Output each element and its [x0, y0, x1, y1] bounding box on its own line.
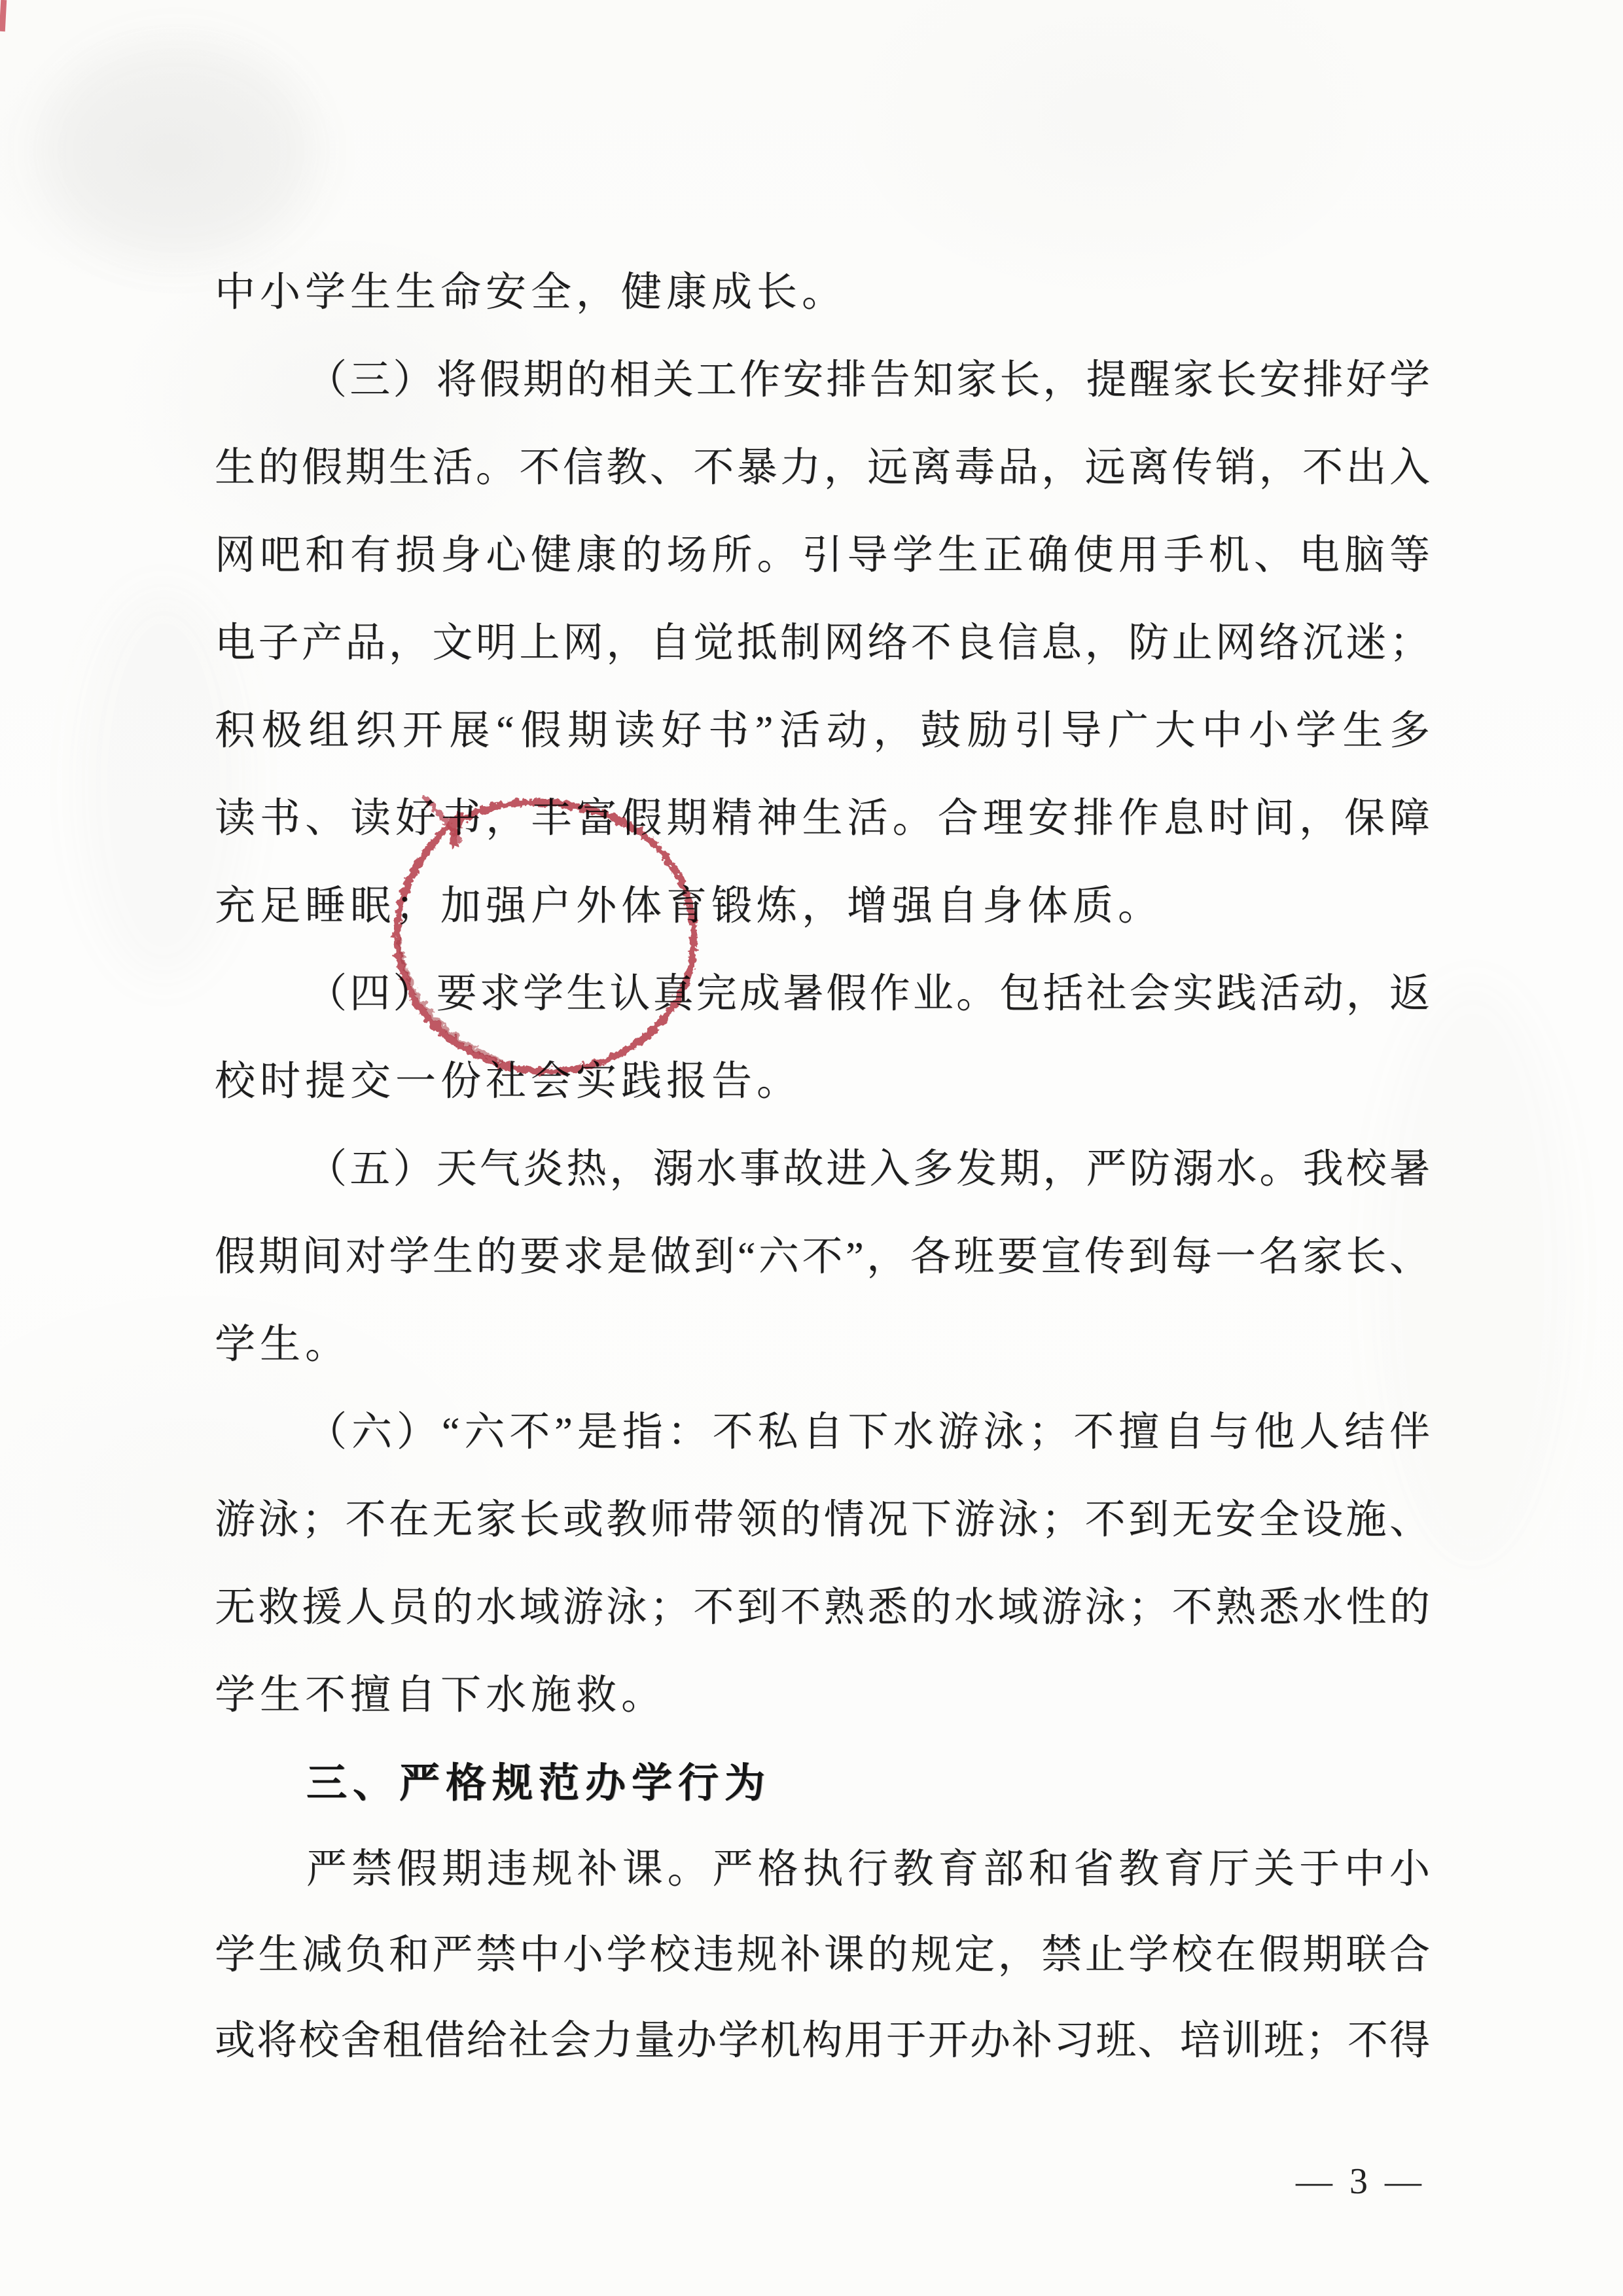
red-corner-ink-mark: [0, 0, 7, 31]
text-line-10: 校时提交一份社会实践报告。: [215, 1059, 802, 1104]
text-line-2: （三）将假期的相关工作安排告知家长，提醒家长安排好学: [306, 358, 1431, 402]
text-line-19: 严禁假期违规补课。严格执行教育部和省教育厅关于中小: [306, 1847, 1431, 1892]
text-line-12: 假期间对学生的要求是做到“六不”，各班要宣传到每一名家长、: [215, 1235, 1431, 1279]
text-line-6: 积极组织开展“假期读好书”活动，鼓励引导广大中小学生多: [215, 709, 1431, 753]
text-line-4: 网吧和有损身心健康的场所。引导学生正确使用手机、电脑等: [215, 533, 1431, 578]
text-line-7: 读书、读好书，丰富假期精神生活。合理安排作息时间，保障: [215, 796, 1431, 841]
text-line-21: 或将校舍租借给社会力量办学机构用于开办补习班、培训班；不得: [215, 2019, 1431, 2063]
text-line-13: 学生。: [215, 1322, 351, 1367]
text-line-20: 学生减负和严禁中小学校违规补课的规定，禁止学校在假期联合: [215, 1933, 1431, 1977]
text-line-8: 充足睡眠；加强户外体育锻炼，增强自身体质。: [215, 884, 1164, 928]
text-line-5: 电子产品，文明上网，自觉抵制网络不良信息，防止网络沉迷；: [215, 621, 1431, 665]
text-line-11: （五）天气炎热，溺水事故进入多发期，严防溺水。我校暑: [306, 1147, 1431, 1192]
text-line-17: 学生不擅自下水施救。: [215, 1673, 667, 1718]
section-heading: 三、严格规范办学行为: [306, 1761, 772, 1806]
text-line-9: （四）要求学生认真完成暑假作业。包括社会实践活动，返: [306, 972, 1431, 1016]
text-line-3: 生的假期生活。不信教、不暴力，远离毒品，远离传销，不出入: [215, 446, 1431, 490]
page-number: — 3 —: [1296, 2161, 1425, 2202]
scan-smudge: [39, 39, 314, 262]
text-line-15: 游泳；不在无家长或教师带领的情况下游泳；不到无安全设施、: [215, 1498, 1431, 1542]
text-line-1: 中小学生生命安全，健康成长。: [215, 270, 847, 315]
text-line-16: 无救援人员的水域游泳；不到不熟悉的水域游泳；不熟悉水性的: [215, 1585, 1431, 1630]
text-line-14: （六）“六不”是指：不私自下水游泳；不擅自与他人结伴: [306, 1410, 1431, 1455]
